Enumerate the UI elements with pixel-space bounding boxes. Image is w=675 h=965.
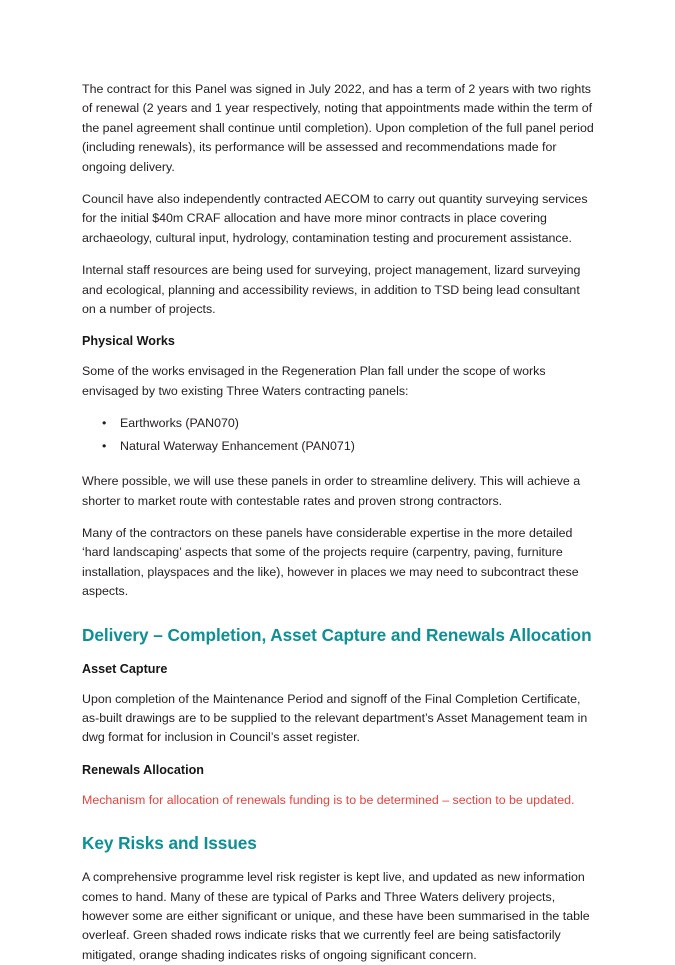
contracting-panel-list	[82, 414, 596, 456]
bullet-icon: •	[102, 416, 107, 431]
paragraph-hard-landscaping: Many of the contractors on these panels have considerable expertise in the more detailed ‘hard landscaping’ aspects that some of the projects require (carpentry, paving, furniture installation, playspaces and the like), however in places we may need to subcontract these aspects.	[82, 525, 579, 599]
list-item	[82, 414, 596, 433]
paragraph-contract-panel: The contract for this Panel was signed in July 2022, and has a term of 2 years with two rights of renewal (2 years and 1 year respectively, noting that appointments made within the term of the panel agreement shall continue until completion). Upon completion of the full panel period (including renewals), its performance will be assessed and recommendations made for ongoing delivery.	[82, 82, 594, 174]
paragraph-risk-register: A comprehensive programme level risk register is kept live, and updated as new information comes to hand. Many of these are typical of Parks and Three Waters delivery projects, however some are either significant or unique, and these have been summarised in the table overleaf. Green shaded rows indicate risks that we currently feel are being satisfactorily mitigated, orange shading indicates risks of ongoing significant concern.	[82, 870, 590, 962]
list-item-label: Natural Waterway Enhancement (PAN071)	[120, 438, 355, 453]
document-body	[82, 80, 596, 965]
heading-physical-works: Physical Works	[82, 334, 175, 349]
paragraph-aecom-contract: Council have also independently contracted AECOM to carry out quantity surveying services for the initial $40m CRAF allocation and have more minor contracts in place covering archaeology, cultural input, hydrology, contamination testing and procurement assistance.	[82, 192, 588, 245]
bullet-icon: •	[102, 438, 107, 453]
list-item-label: Earthworks (PAN070)	[120, 416, 239, 431]
paragraph-renewals-pending-note: Mechanism for allocation of renewals funding is to be determined – section to be updated.	[82, 792, 575, 807]
paragraph-regeneration-plan: Some of the works envisaged in the Regeneration Plan fall under the scope of works envisaged by two existing Three Waters contracting panels:	[82, 364, 546, 398]
heading-key-risks-section: Key Risks and Issues	[82, 833, 257, 854]
heading-asset-capture: Asset Capture	[82, 661, 168, 676]
heading-renewals-allocation: Renewals Allocation	[82, 762, 205, 777]
heading-delivery-section: Delivery – Completion, Asset Capture and Renewals Allocation	[82, 624, 592, 645]
paragraph-streamline-delivery: Where possible, we will use these panels in order to streamline delivery. This will achieve a shorter to market route with contestable rates and proven strong contractors.	[82, 474, 581, 508]
paragraph-internal-staff: Internal staff resources are being used for surveying, project management, lizard surveying and ecological, planning and accessibility reviews, in addition to TSD being lead consultant on a number of projects.	[82, 263, 581, 317]
paragraph-asset-capture: Upon completion of the Maintenance Period and signoff of the Final Completion Certificate, as-built drawings are to be supplied to the relevant department’s Asset Management team in dwg format for inclusion in Council’s asset register.	[82, 691, 588, 745]
list-item	[82, 437, 596, 456]
